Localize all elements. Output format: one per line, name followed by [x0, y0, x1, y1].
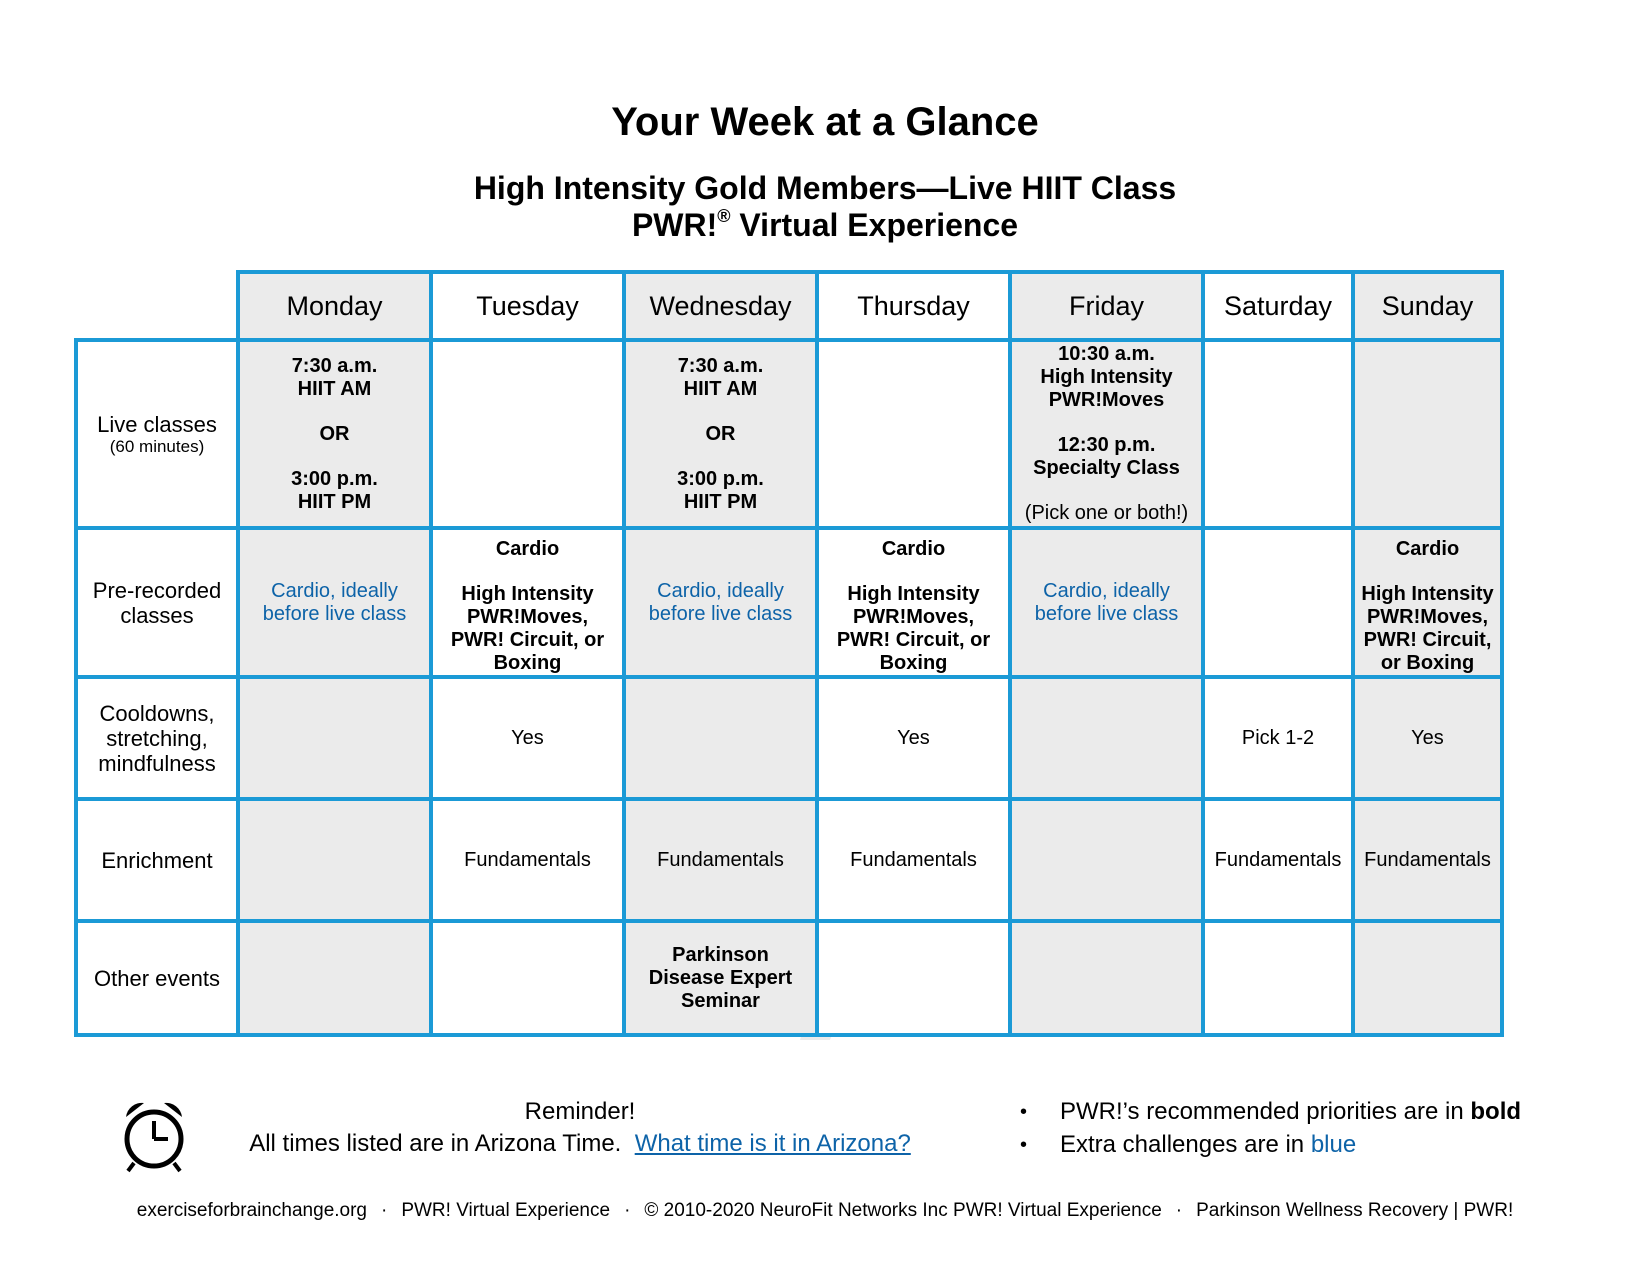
- cell-cooldowns-tuesday: Yes: [431, 677, 624, 799]
- header-corner: [76, 272, 238, 340]
- cell-text: 3:00 p.m.: [677, 467, 764, 490]
- bullet-icon: •: [1020, 1134, 1028, 1156]
- cell-prerecorded-thursday: [817, 528, 1010, 677]
- arizona-time-link[interactable]: What time is it in Arizona?: [634, 1130, 911, 1157]
- bullet-icon: •: [1020, 1101, 1028, 1123]
- cell-prerecorded-saturday: [1203, 528, 1353, 677]
- cell-text: before live class: [648, 602, 793, 625]
- live-classes-label: Live classes: [97, 411, 217, 437]
- cell-text: PWR!Moves: [1048, 389, 1165, 411]
- cell-text: 7:30 a.m.: [291, 354, 378, 377]
- reminder-text: [180, 1130, 980, 1158]
- program-name: PWR!: [631, 207, 718, 243]
- cell-other-friday: [1010, 921, 1203, 1035]
- cell-text: Parkinson: [672, 943, 769, 966]
- cell-live-monday: [238, 340, 431, 528]
- cell-text: PWR! Circuit, or: [836, 629, 991, 651]
- footer-link-pwr-virtual[interactable]: PWR! Virtual Experience: [401, 1200, 611, 1221]
- footer-separator: ·: [624, 1200, 631, 1221]
- cell-cooldowns-friday: [1010, 677, 1203, 799]
- row-label-text: mindfulness: [98, 750, 216, 776]
- timezone-note: All times listed are in Arizona Time.: [249, 1130, 622, 1157]
- cell-enrichment-thursday: Fundamentals: [817, 799, 1010, 921]
- cell-live-friday: [1010, 340, 1203, 528]
- day-header-thursday: Thursday: [817, 272, 1010, 340]
- reminder-heading: Reminder!: [524, 1098, 636, 1125]
- weekly-schedule-table: [74, 270, 1504, 1037]
- cell-text: HIIT PM: [683, 490, 758, 513]
- cell-other-sunday: [1353, 921, 1502, 1035]
- row-prerecorded: [76, 528, 1502, 677]
- cell-text: High Intensity: [1361, 583, 1494, 605]
- cell-other-tuesday: [431, 921, 624, 1035]
- cell-text: Boxing: [493, 652, 562, 674]
- program-suffix: Virtual Experience: [730, 207, 1019, 243]
- alarm-clock-icon: [120, 1097, 188, 1173]
- cell-live-thursday: [817, 340, 1010, 528]
- footer-link-site[interactable]: exerciseforbrainchange.org: [136, 1200, 367, 1221]
- cell-text: OR: [705, 422, 736, 445]
- legend-text: Extra challenges are in: [1060, 1131, 1311, 1158]
- cell-text: Disease Expert: [648, 966, 793, 989]
- cell-live-tuesday: [431, 340, 624, 528]
- cell-text: or Boxing: [1380, 652, 1475, 674]
- cell-text: Cardio, ideally: [657, 579, 784, 602]
- cell-text: HIIT AM: [297, 377, 372, 400]
- cell-text: Boxing: [879, 652, 948, 674]
- cell-text: before live class: [1034, 602, 1179, 625]
- legend-emphasis: bold: [1470, 1098, 1522, 1125]
- registered-mark: ®: [717, 206, 731, 226]
- cell-enrichment-tuesday: Fundamentals: [431, 799, 624, 921]
- cell-text: PWR!Moves,: [1366, 606, 1489, 628]
- legend-item-bold: [1020, 1098, 1521, 1131]
- cell-enrichment-friday: [1010, 799, 1203, 921]
- cell-other-saturday: [1203, 921, 1353, 1035]
- cell-enrichment-wednesday: Fundamentals: [624, 799, 817, 921]
- cell-live-sunday: [1353, 340, 1502, 528]
- row-label-live-classes: [76, 340, 238, 528]
- cell-text: Specialty Class: [1033, 457, 1180, 479]
- cell-enrichment-sunday: Fundamentals: [1353, 799, 1502, 921]
- cell-text: PWR! Circuit, or: [450, 629, 605, 651]
- footer-separator: ·: [1175, 1200, 1183, 1221]
- cell-text: High Intensity: [1040, 366, 1173, 388]
- row-enrichment: [76, 799, 1502, 921]
- cell-text: Cardio, ideally: [1043, 579, 1170, 602]
- cell-text: Cardio: [495, 538, 560, 560]
- cell-text: (Pick one or both!): [1024, 502, 1189, 524]
- cell-text: PWR!Moves,: [852, 606, 975, 628]
- cell-prerecorded-friday: [1010, 528, 1203, 677]
- day-header-tuesday: Tuesday: [431, 272, 624, 340]
- row-label-text: Cooldowns,: [99, 700, 215, 726]
- live-classes-duration: (60 minutes): [109, 436, 205, 456]
- footer-separator: ·: [381, 1200, 388, 1221]
- row-label-enrichment: Enrichment: [76, 799, 238, 921]
- cell-text: PWR!Moves,: [466, 606, 589, 628]
- legend-list: [1020, 1098, 1521, 1164]
- cell-text: Seminar: [681, 989, 760, 1012]
- legend-item-blue: [1020, 1131, 1521, 1164]
- row-label-cooldowns: [76, 677, 238, 799]
- row-label-text: Pre-recorded: [92, 577, 222, 603]
- cell-text: Cardio: [881, 538, 946, 560]
- cell-text: Cardio, ideally: [271, 579, 398, 602]
- cell-enrichment-monday: [238, 799, 431, 921]
- cell-prerecorded-sunday: [1353, 528, 1502, 677]
- row-live-classes: [76, 340, 1502, 528]
- cell-enrichment-saturday: Fundamentals: [1203, 799, 1353, 921]
- day-header-friday: Friday: [1010, 272, 1203, 340]
- cell-prerecorded-tuesday: [431, 528, 624, 677]
- footer-copyright: © 2010-2020 NeuroFit Networks Inc PWR! Virtual Experience: [644, 1200, 1162, 1221]
- page-subtitle: High Intensity Gold Members—Live HIIT Class: [473, 170, 1177, 206]
- cell-cooldowns-monday: [238, 677, 431, 799]
- page-title: Your Week at a Glance: [611, 100, 1039, 144]
- day-header-row: [76, 272, 1502, 340]
- row-label-prerecorded: [76, 528, 238, 677]
- cell-cooldowns-thursday: Yes: [817, 677, 1010, 799]
- row-label-text: stretching,: [106, 725, 208, 751]
- cell-other-monday: [238, 921, 431, 1035]
- day-header-sunday: Sunday: [1353, 272, 1502, 340]
- cell-live-saturday: [1203, 340, 1353, 528]
- cell-prerecorded-wednesday: [624, 528, 817, 677]
- cell-cooldowns-saturday: Pick 1-2: [1203, 677, 1353, 799]
- day-header-monday: Monday: [238, 272, 431, 340]
- row-label-text: classes: [120, 602, 194, 628]
- row-cooldowns: [76, 677, 1502, 799]
- program-title: [0, 206, 1650, 244]
- cell-text: Cardio: [1395, 538, 1460, 560]
- cell-other-thursday: [817, 921, 1010, 1035]
- row-other-events: [76, 921, 1502, 1035]
- cell-cooldowns-sunday: Yes: [1353, 677, 1502, 799]
- footer-link-pwr[interactable]: Parkinson Wellness Recovery | PWR!: [1196, 1200, 1514, 1221]
- day-header-wednesday: Wednesday: [624, 272, 817, 340]
- cell-text: 7:30 a.m.: [677, 354, 764, 377]
- day-header-saturday: Saturday: [1203, 272, 1353, 340]
- cell-other-wednesday: [624, 921, 817, 1035]
- cell-text: 10:30 a.m.: [1058, 343, 1155, 365]
- page-footer: [0, 1200, 1650, 1222]
- cell-text: 3:00 p.m.: [291, 467, 378, 490]
- cell-text: OR: [319, 422, 350, 445]
- row-label-other-events: Other events: [76, 921, 238, 1035]
- cell-text: PWR! Circuit,: [1363, 629, 1492, 651]
- cell-cooldowns-wednesday: [624, 677, 817, 799]
- cell-text: HIIT PM: [297, 490, 372, 513]
- cell-text: High Intensity: [847, 583, 980, 605]
- cell-live-wednesday: [624, 340, 817, 528]
- cell-text: High Intensity: [461, 583, 594, 605]
- cell-text: before live class: [262, 602, 407, 625]
- cell-text: HIIT AM: [683, 377, 758, 400]
- legend-emphasis: blue: [1310, 1131, 1357, 1158]
- cell-text: 12:30 p.m.: [1057, 434, 1156, 456]
- cell-prerecorded-monday: [238, 528, 431, 677]
- legend-text: PWR!’s recommended priorities are in: [1060, 1098, 1471, 1125]
